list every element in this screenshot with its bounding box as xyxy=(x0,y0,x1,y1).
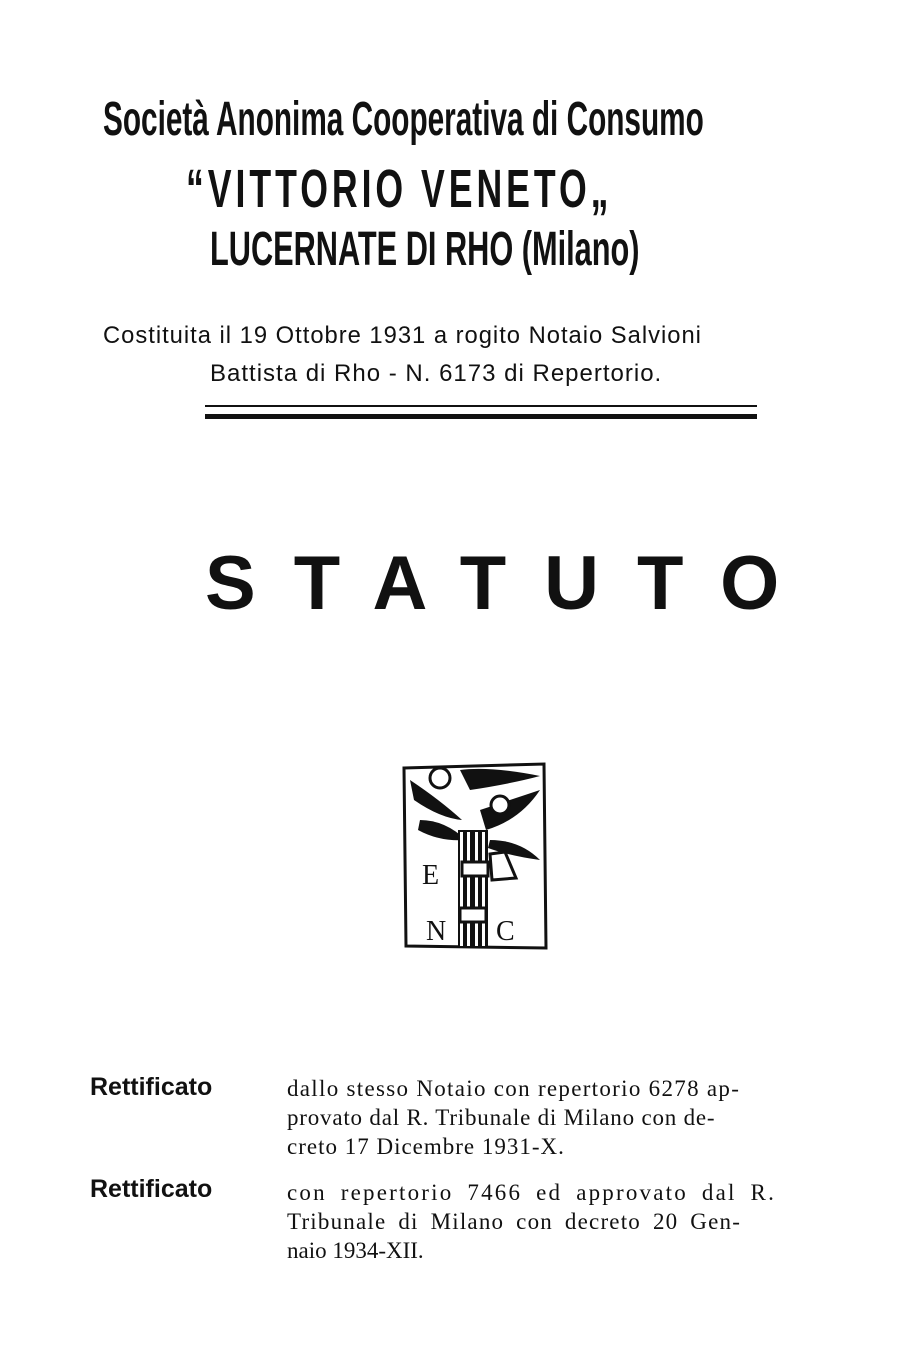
cooperative-name: “VITTORIO VENETO„ xyxy=(186,159,613,219)
amendment-2-line-2: Tribunale di Milano con decreto 20 Gen- xyxy=(287,1209,742,1234)
amendment-1-line-2: provato dal R. Tribunale di Milano con de- xyxy=(287,1105,716,1130)
founding-line-2: Battista di Rho - N. 6173 di Repertorio. xyxy=(210,360,663,387)
amendment-1-line-1: dallo stesso Notaio con repertorio 6278 ap- xyxy=(287,1076,741,1101)
emblem-letter-n: N xyxy=(426,916,447,947)
amendment-2-line-3: naio 1934-XII. xyxy=(287,1238,424,1263)
location: LUCERNATE DI RHO (Milano) xyxy=(210,223,640,276)
emblem-letter-e: E xyxy=(422,860,440,891)
amendment-1-line-3: creto 17 Dicembre 1931-X. xyxy=(287,1134,565,1159)
society-name: Società Anonima Cooperativa di Consumo xyxy=(103,93,704,146)
enc-emblem-icon xyxy=(400,760,548,952)
divider-thick xyxy=(205,414,757,419)
founding-line-1: Costituita il 19 Ottobre 1931 a rogito Notaio Salvioni xyxy=(103,322,702,349)
amendment-2-line-1: con repertorio 7466 ed approvato dal R. xyxy=(287,1180,777,1205)
amendment-2-label: Rettificato xyxy=(90,1175,213,1203)
document-title: STATUTO xyxy=(205,541,818,626)
divider-thin xyxy=(205,405,757,407)
emblem-letter-c: C xyxy=(496,916,515,947)
amendment-1-label: Rettificato xyxy=(90,1073,213,1101)
